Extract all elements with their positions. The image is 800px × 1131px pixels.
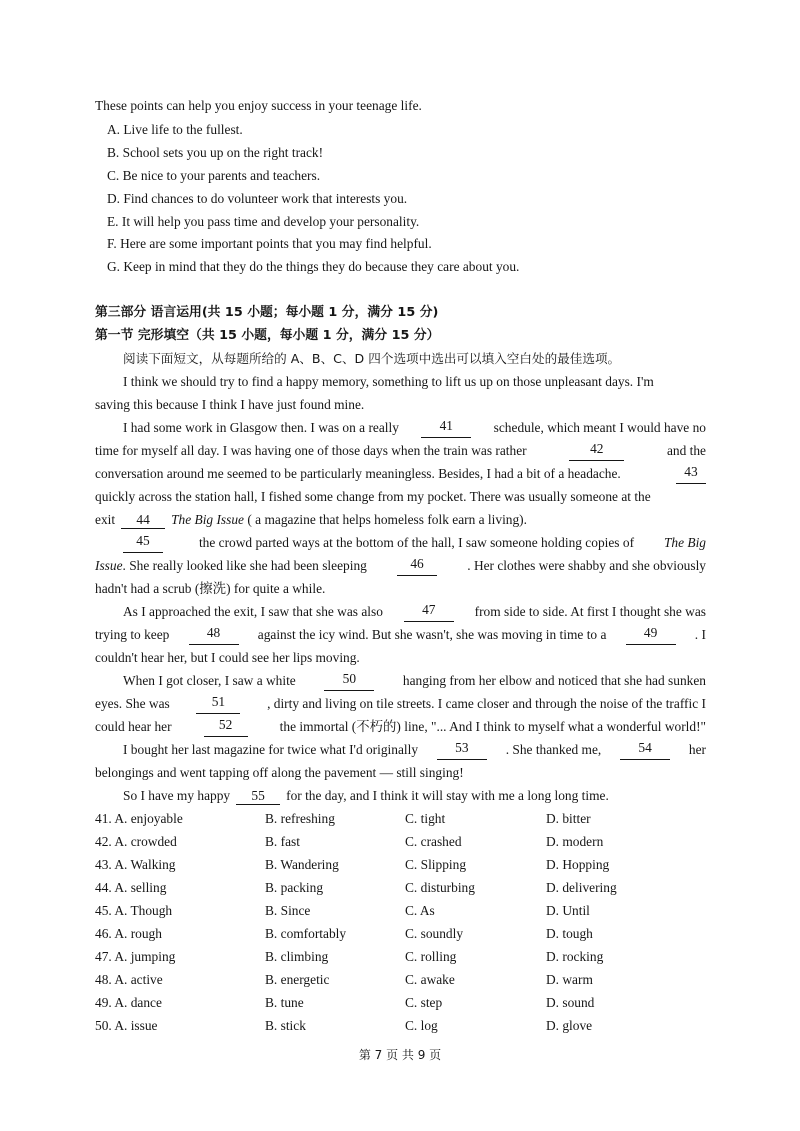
question-49-option-c: C. step bbox=[405, 995, 443, 1010]
question-44-option-d: D. delivering bbox=[546, 880, 617, 895]
question-45-option-b: B. Since bbox=[265, 903, 311, 918]
page-number-footer: 第 7 页 共 9 页 bbox=[358, 1048, 442, 1062]
question-49-option-a: 49. A. dance bbox=[95, 995, 162, 1010]
passage-line: exit 44 The Big Issue ( a magazine that helps homeless folk earn a living). bbox=[95, 512, 527, 527]
question-49-option-b: B. tune bbox=[265, 995, 304, 1010]
passage-line: trying to keep 48 against the icy wind. But she wasn't, she was moving in time to a 49 . I bbox=[95, 625, 706, 645]
question-46-option-a: 46. A. rough bbox=[95, 926, 162, 941]
intro-line: These points can help you enjoy success in your teenage life. bbox=[95, 98, 422, 113]
blank-41: 41 bbox=[421, 418, 471, 438]
question-50-option-d: D. glove bbox=[546, 1018, 593, 1033]
question-43-option-d: D. Hopping bbox=[546, 857, 610, 872]
question-46-option-b: B. comfortably bbox=[265, 926, 347, 941]
question-44-option-a: 44. A. selling bbox=[95, 880, 167, 895]
question-41-option-b: B. refreshing bbox=[265, 811, 335, 826]
part3-heading: 第三部分 语言运用(共 15 小题；每小题 1 分，满分 15 分) bbox=[95, 305, 439, 320]
instructions: 阅读下面短文，从每题所给的 A、B、C、D 四个选项中选出可以填入空白处的最佳选项。 bbox=[123, 351, 621, 366]
question-48-option-a: 48. A. active bbox=[95, 972, 163, 987]
passage-line: I had some work in Glasgow then. I was on a really 41 schedule, which meant I would have no bbox=[123, 418, 706, 438]
question-46-option-c: C. soundly bbox=[405, 926, 464, 941]
passage-line: I bought her last magazine for twice what I'd originally 53 . She thanked me, 54 her bbox=[123, 740, 706, 760]
passage-line: time for myself all day. I was having one of those days when the train was rather 42 and the bbox=[95, 441, 706, 461]
question-44-option-c: C. disturbing bbox=[405, 880, 475, 895]
question-42-option-a: 42. A. crowded bbox=[95, 834, 177, 849]
section1-heading: 第一节 完形填空（共 15 小题，每小题 1 分，满分 15 分） bbox=[95, 328, 440, 343]
passage-line: couldn't hear her, but I could see her lips moving. bbox=[95, 650, 360, 665]
passage-line: As I approached the exit, I saw that she was also 47 from side to side. At first I thought she was bbox=[123, 602, 706, 622]
question-41-option-a: 41. A. enjoyable bbox=[95, 811, 183, 826]
question-50-option-b: B. stick bbox=[265, 1018, 306, 1033]
question-48-option-c: C. awake bbox=[405, 972, 455, 987]
blank-45: 45 bbox=[123, 533, 163, 553]
passage-line: Issue. She really looked like she had been sleeping 46 . Her clothes were shabby and she obviously bbox=[95, 556, 706, 576]
question-47-option-a: 47. A. jumping bbox=[95, 949, 176, 964]
option-d: D. Find chances to do volunteer work that interests you. bbox=[107, 191, 408, 206]
question-43-option-a: 43. A. Walking bbox=[95, 857, 176, 872]
passage-line: saving this because I think I have just found mine. bbox=[95, 397, 365, 412]
blank-42: 42 bbox=[569, 441, 624, 461]
question-48-option-b: B. energetic bbox=[265, 972, 330, 987]
question-45-option-a: 45. A. Though bbox=[95, 903, 173, 918]
blank-54: 54 bbox=[620, 740, 670, 760]
question-41-option-c: C. tight bbox=[405, 811, 446, 826]
passage-line: conversation around me seemed to be particularly meaningless. Besides, I had a bit of a headache. 43 bbox=[95, 464, 706, 484]
question-50-option-a: 50. A. issue bbox=[95, 1018, 158, 1033]
question-47-option-b: B. climbing bbox=[265, 949, 329, 964]
passage-line: could hear her 52 the immortal (不朽的) line, "... And I think to myself what a wonderful world!" bbox=[95, 717, 706, 737]
blank-47: 47 bbox=[404, 602, 454, 622]
passage-line: I think we should try to find a happy memory, something to lift us up on those unpleasant days. I'm bbox=[123, 374, 654, 389]
question-44-option-b: B. packing bbox=[265, 880, 324, 895]
blank-46: 46 bbox=[397, 556, 437, 576]
question-47-option-c: C. rolling bbox=[405, 949, 457, 964]
question-46-option-d: D. tough bbox=[546, 926, 593, 941]
passage-line: eyes. She was 51 , dirty and living on tile streets. I came closer and through the noise of the traffic I bbox=[95, 694, 706, 714]
question-50-option-c: C. log bbox=[405, 1018, 438, 1033]
question-42-option-d: D. modern bbox=[546, 834, 604, 849]
passage-line: quickly across the station hall, I fished some change from my pocket. There was usually someone at the bbox=[95, 489, 651, 504]
passage-line: So I have my happy 55 for the day, and I think it will stay with me a long long time. bbox=[123, 788, 609, 803]
passage-line: 45 the crowd parted ways at the bottom of the hall, I saw someone holding copies of The Big bbox=[123, 533, 706, 553]
question-45-option-c: C. As bbox=[405, 903, 435, 918]
blank-48: 48 bbox=[189, 625, 239, 645]
blank-44: 44 bbox=[121, 512, 165, 529]
passage-line: belongings and went tapping off along the pavement — still singing! bbox=[95, 765, 464, 780]
option-g: G. Keep in mind that they do the things they do because they care about you. bbox=[107, 259, 520, 274]
question-47-option-d: D. rocking bbox=[546, 949, 604, 964]
option-c: C. Be nice to your parents and teachers. bbox=[107, 168, 321, 183]
magazine-title: The Big Issue bbox=[171, 512, 244, 527]
question-41-option-d: D. bitter bbox=[546, 811, 591, 826]
blank-50: 50 bbox=[324, 671, 374, 691]
blank-52: 52 bbox=[204, 717, 248, 737]
option-b: B. School sets you up on the right track! bbox=[107, 145, 324, 160]
option-f: F. Here are some important points that you may find helpful. bbox=[107, 236, 432, 251]
blank-51: 51 bbox=[196, 694, 240, 714]
blank-55: 55 bbox=[236, 788, 280, 805]
question-43-option-b: B. Wandering bbox=[265, 857, 339, 872]
question-42-option-c: C. crashed bbox=[405, 834, 462, 849]
blank-53: 53 bbox=[437, 740, 487, 760]
question-43-option-c: C. Slipping bbox=[405, 857, 467, 872]
question-49-option-d: D. sound bbox=[546, 995, 595, 1010]
option-a: A. Live life to the fullest. bbox=[107, 122, 243, 137]
question-45-option-d: D. Until bbox=[546, 903, 590, 918]
option-e: E. It will help you pass time and develop your personality. bbox=[107, 214, 420, 229]
question-42-option-b: B. fast bbox=[265, 834, 300, 849]
blank-43: 43 bbox=[676, 464, 706, 484]
passage-line: hadn't had a scrub (擦洗) for quite a while. bbox=[95, 581, 326, 596]
blank-49: 49 bbox=[626, 625, 676, 645]
passage-line: When I got closer, I saw a white 50 hanging from her elbow and noticed that she had sunken bbox=[123, 671, 706, 691]
question-48-option-d: D. warm bbox=[546, 972, 593, 987]
